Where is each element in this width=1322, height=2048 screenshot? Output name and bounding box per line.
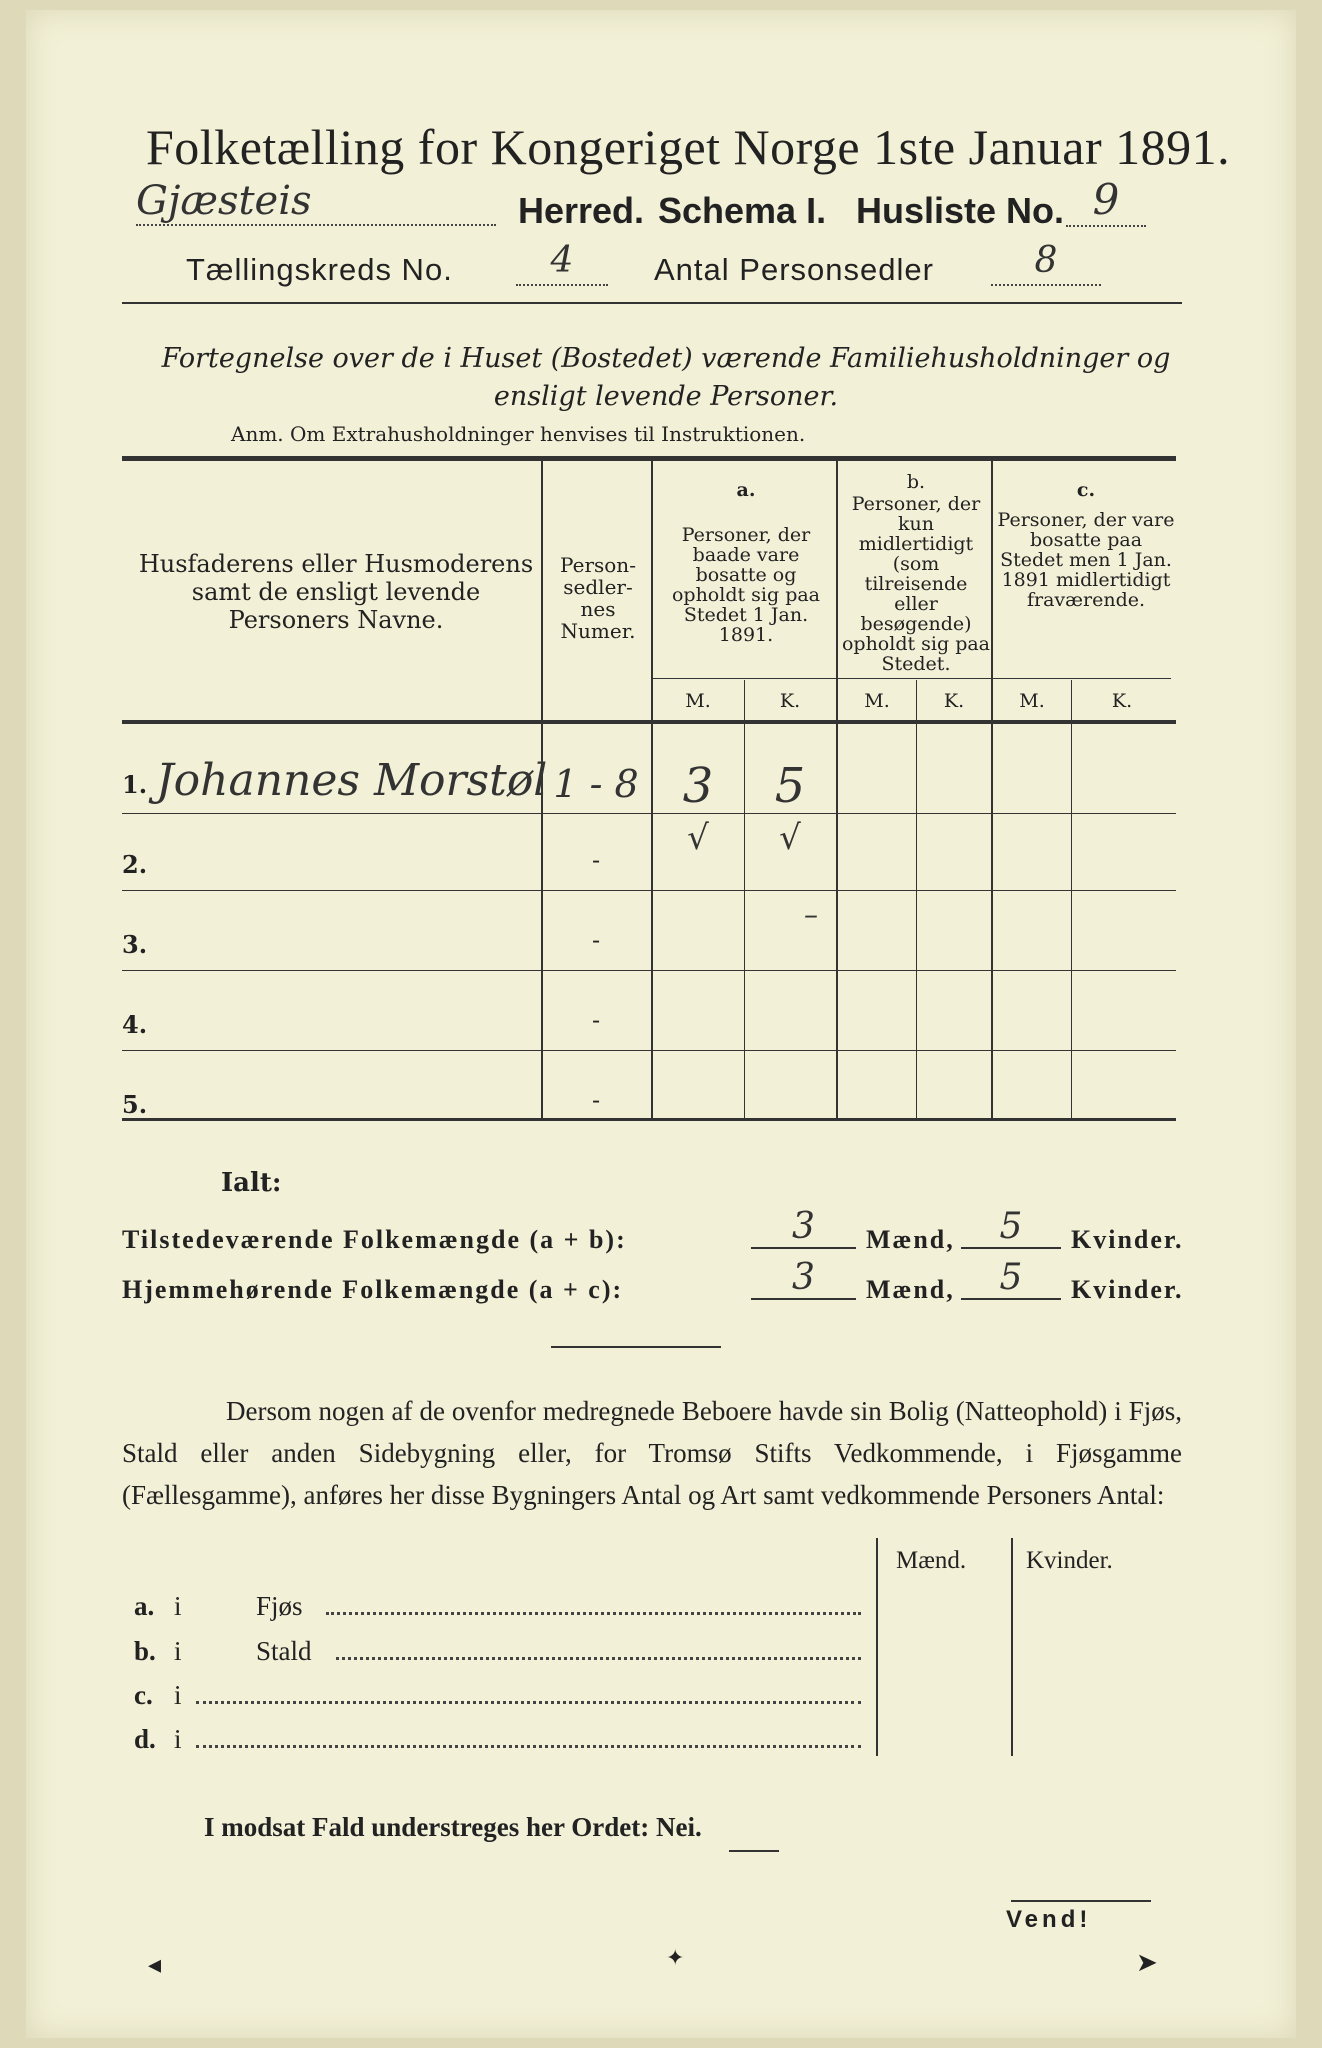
item-prep: i bbox=[174, 1636, 182, 1666]
kvinder-label: Kvinder. bbox=[1071, 1225, 1184, 1254]
col-header-names: Husfaderens eller Husmoderens samt de ensligt levende Personers Navne. bbox=[138, 550, 534, 634]
antal-label: Antal Personsedler bbox=[654, 252, 934, 287]
hjemme-maend-value: 3 bbox=[751, 1257, 856, 1300]
husliste-value: 9 bbox=[1066, 175, 1146, 227]
kreds-value: 4 bbox=[516, 240, 608, 286]
a-k-check: √ bbox=[779, 818, 801, 858]
item-letter: a. bbox=[134, 1591, 155, 1621]
hjemme-kvinder-value: 5 bbox=[961, 1257, 1061, 1300]
k-label: K. bbox=[943, 690, 965, 712]
row-numer: 1 - 8 bbox=[553, 762, 639, 806]
col-header-numer: Person-sedler-nes Numer. bbox=[560, 553, 636, 643]
item-prep: i bbox=[174, 1724, 182, 1754]
row-number: 5. bbox=[122, 1090, 148, 1119]
anm-note: Anm. Om Extrahusholdninger henvises til Instruktionen. bbox=[231, 422, 806, 446]
a-m-check: √ bbox=[687, 818, 709, 858]
household-name: Johannes Morstøl bbox=[156, 755, 548, 806]
maend-column-label: Mænd. bbox=[896, 1547, 967, 1574]
row-rule bbox=[122, 970, 1176, 971]
col-divider bbox=[916, 680, 917, 1118]
outbuildings-paragraph: Dersom nogen af de ovenfor medregnede Beboere havde sin Bolig (Natteophold) i Fjøs, Stald eller anden Sidebygning eller, for Tromsø Stifts Vedkommende, i Fjøsgamme (Fællesgamme), anføres her disse Bygningers Antal og Art samt vedkommende Personers Antal: bbox=[122, 1396, 1182, 1510]
herred-value: Gjæsteis bbox=[136, 178, 496, 226]
col-divider bbox=[1071, 680, 1072, 1118]
item-prep: i bbox=[174, 1680, 182, 1710]
divider bbox=[122, 302, 1182, 304]
col-divider bbox=[1011, 1538, 1013, 1756]
m-label: M. bbox=[685, 690, 711, 712]
col-divider bbox=[836, 461, 838, 1118]
dotted-line bbox=[336, 1657, 861, 1660]
row-number: 1. bbox=[122, 770, 148, 799]
vend-label: Vend! bbox=[1006, 1906, 1092, 1933]
m-label: M. bbox=[864, 690, 890, 712]
star-icon: ✦ bbox=[666, 1946, 685, 1971]
nei-sentence: I modsat Fald understreges her Ordet: Nei. bbox=[204, 1812, 702, 1842]
item-label: Fjøs bbox=[256, 1591, 303, 1621]
kvinder-column-label: Kvinder. bbox=[1026, 1547, 1113, 1574]
col-divider bbox=[876, 1538, 878, 1756]
col-divider bbox=[991, 461, 993, 1118]
ialt-label: Ialt: bbox=[221, 1168, 282, 1198]
col-c-letter: c. bbox=[1076, 479, 1096, 501]
col-c-text: Personer, der vare bosatte paa Stedet men 1 Jan. 1891 midlertidigt fraværende. bbox=[997, 509, 1175, 611]
tilstede-kvinder-value: 5 bbox=[961, 1206, 1061, 1249]
row-numer: - bbox=[591, 1006, 601, 1034]
a-k-value: 5 bbox=[774, 758, 806, 814]
row-rule bbox=[122, 813, 1176, 814]
form-title: Folketælling for Kongeriget Norge 1ste Januar 1891. bbox=[146, 119, 1231, 175]
arrow-left-icon: ◂ bbox=[148, 1950, 162, 1980]
tilstede-maend-value: 3 bbox=[751, 1206, 856, 1249]
row-rule bbox=[122, 890, 1176, 891]
k-label: K. bbox=[779, 690, 801, 712]
antal-value: 8 bbox=[991, 240, 1101, 286]
item-letter: d. bbox=[134, 1724, 156, 1754]
table-bottom-rule bbox=[122, 1118, 1176, 1121]
item-letter: c. bbox=[134, 1680, 153, 1710]
row-numer: - bbox=[591, 1086, 601, 1114]
m-label: M. bbox=[1019, 690, 1045, 712]
table-header-rule bbox=[122, 720, 1176, 724]
divider bbox=[551, 1346, 721, 1348]
item-label: Stald bbox=[256, 1636, 312, 1666]
dotted-line bbox=[196, 1745, 861, 1748]
row-numer: - bbox=[591, 846, 601, 874]
maend-label: Mænd, bbox=[866, 1225, 955, 1254]
a-m-value: 3 bbox=[682, 758, 714, 814]
herred-label: Herred. bbox=[518, 190, 645, 231]
row-number: 2. bbox=[122, 850, 148, 879]
census-form-page bbox=[26, 10, 1296, 2038]
intro-heading: Fortegnelse over de i Huset (Bostedet) værende Familiehusholdninger og ensligt levende Personer. bbox=[161, 343, 1171, 412]
item-letter: b. bbox=[134, 1636, 156, 1666]
col-b-text: Personer, der kun midlertidigt (som tilreisende eller besøgende) opholdt sig paa Stedet. bbox=[841, 493, 991, 675]
a-k-value: – bbox=[804, 898, 818, 931]
dotted-line bbox=[196, 1701, 861, 1704]
maend-label: Mænd, bbox=[866, 1275, 955, 1304]
row-number: 3. bbox=[122, 930, 148, 959]
tilstede-label: Tilstedeværende Folkemængde (a + b): bbox=[122, 1225, 627, 1254]
col-a-text: Personer, der baade vare bosatte og opholdt sig paa Stedet 1 Jan. 1891. bbox=[671, 524, 821, 646]
table-top-rule bbox=[122, 456, 1176, 461]
col-a-letter: a. bbox=[736, 479, 756, 501]
hjemme-label: Hjemmehørende Folkemængde (a + c): bbox=[122, 1275, 624, 1304]
dotted-line bbox=[326, 1612, 861, 1615]
kvinder-label: Kvinder. bbox=[1071, 1275, 1184, 1304]
mk-rule bbox=[651, 678, 1171, 679]
col-b-letter: b. bbox=[906, 471, 926, 493]
arrow-right-icon: ➤ bbox=[1136, 1948, 1158, 1978]
nei-underline bbox=[729, 1850, 779, 1852]
row-numer: - bbox=[591, 926, 601, 954]
item-prep: i bbox=[174, 1591, 182, 1621]
k-label: K. bbox=[1111, 690, 1133, 712]
kreds-label: Tællingskreds No. bbox=[186, 252, 453, 287]
row-rule bbox=[122, 1050, 1176, 1051]
husliste-label: Husliste No. bbox=[856, 190, 1065, 231]
schema-label: Schema I. bbox=[658, 190, 827, 231]
divider bbox=[1011, 1900, 1151, 1902]
row-number: 4. bbox=[122, 1010, 148, 1039]
col-divider bbox=[744, 680, 745, 1118]
